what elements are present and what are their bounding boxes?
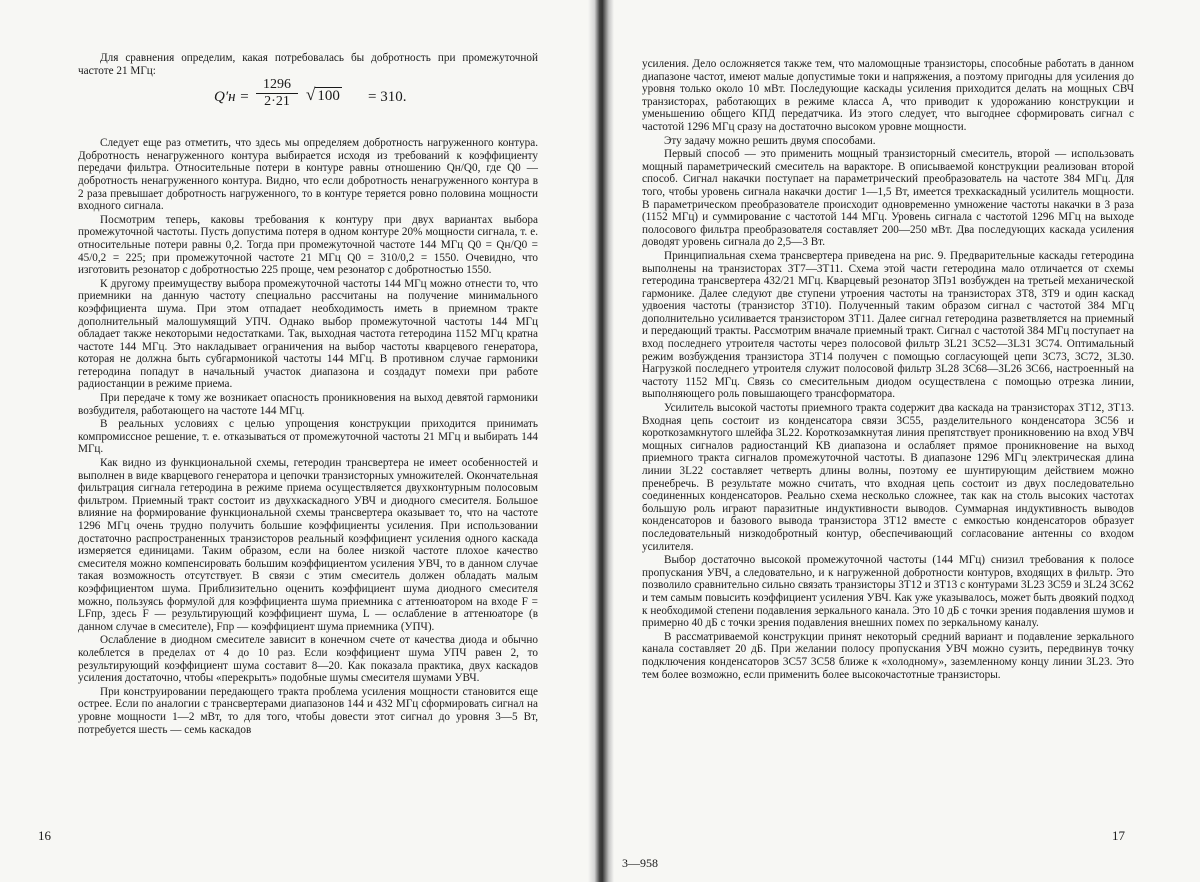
quality-factor-formula xyxy=(78,79,538,131)
printer-signature: 3—958 xyxy=(622,856,658,870)
left-paragraph: Посмотрим теперь, каковы требования к контуру при двух вариантах выбора промежуточной частоты. Пусть допустима потеря в одном контуре 20% мощности сигнала, т. е. относительные потери равны 0,2. Тогда при промежуточной частоте 144 МГц Q0 = Qн/Q0 = 45/0,2 = 225; при промежуточной частоте 21 МГц Q0 = 310/0,2 = 1550. Очевидно, что изготовить резонатор с добротностью 225 проще, чем резонатор с добротностью 1550. xyxy=(78,213,538,277)
right-paragraph: Первый способ — это применить мощный транзисторный смеситель, второй — использовать мощный параметрический смеситель на варакторе. В описываемой конструкции реализован второй способ. Сигнал накачки поступает на параметрический преобразователь на частоте 384 МГц. Для того, чтобы уровень сигнала накачки достиг 1—1,5 Вт, имеется трехкаскадный усилитель мощности. В параметрическом преобразователе происходит одновременно умножение частоты накачки в 3 раза (1152 МГц) и суммирование с частотой 144 МГц. Уровень сигнала с частотой 1296 МГц на выходе полосового фильтра преобразователя составляет 200—250 мВт. Два последующих каскада усиления доводят уровень сигнала до 2,5—3 Вт. xyxy=(642,148,1134,249)
left-intro-paragraph: Для сравнения определим, какая потребовалась бы добротность при промежуточной частоте 21 МГц: xyxy=(78,52,538,77)
formula-result: = 310. xyxy=(368,89,407,106)
left-paragraph: В реальных условиях с целью упрощения конструкции приходится принимать компромиссное решение, т. е. отказываться от промежуточной частоты 21 МГц и выбирать 144 МГц. xyxy=(78,418,538,456)
formula-radical xyxy=(306,85,342,105)
left-page-text xyxy=(78,52,538,736)
left-page-number: 16 xyxy=(38,828,51,843)
formula-denominator: 2·21 xyxy=(264,93,290,109)
right-page-text xyxy=(642,58,1134,681)
square-root-icon: √ xyxy=(306,85,316,105)
left-paragraph: Следует еще раз отметить, что здесь мы определяем добротность нагруженного контура. Добротность ненагруженного контура выбирается исходя из требований к коэффициенту передачи фильтра. Относительные потери в контуре равны отношению Qн/Q0, где Q0 — добротность ненагруженного контура. Видно, что если добротность ненагруженного контура в 2 раза превышает добротность нагруженного, то в контуре теряется ровно половина мощности входного сигнала. xyxy=(78,137,538,213)
right-page-number: 17 xyxy=(1112,828,1125,843)
left-paragraph: При конструировании передающего тракта проблема усиления мощности становится еще острее. Если по аналогии с трансвертерами диапазонов 144 и 432 МГц сформировать сигнал на уровне мощности 1—2 мВт, то для того, чтобы довести этот сигнал до уровня 3—5 Вт, потребуется шесть — семь каскадов xyxy=(78,685,538,736)
right-paragraph: усиления. Дело осложняется также тем, что маломощные транзисторы, способные работать в данном диапазоне частот, имеют малые допустимые токи и напряжения, а поэтому пригодны для усиления до уровня только около 10 мВт. Последующие каскады усиления приходится делать на мощных СВЧ транзисторах, работающих в режиме класса А, что приводит к удорожанию конструкции и уменьшению общего КПД передатчика. Из этого следует, что выгоднее сформировать сигнал с частотой 1296 МГц сразу на достаточно высоком уровне мощности. xyxy=(642,58,1134,133)
left-paragraph: Как видно из функциональной схемы, гетеродин трансвертера не имеет особенностей и выполнен в виде кварцевого генератора и цепочки транзисторных умножителей. Окончательная фильтрация сигнала гетеродина в режиме приема осуществляется двухконтурным полосовым фильтром. Приемный тракт состоит из двухкаскадного УВЧ и диодного смесителя. Большое влияние на формирование функциональной схемы трансвертера оказывает то, что на частоте 1296 МГц очень трудно получить большие коэффициенты усиления. При использовании достаточно распространенных транзисторов реальный коэффициент усиления одного каскада измеряется единицами. Таким образом, если на более низкой частоте плохое качество смесителя можно компенсировать большим коэффициентом усиления УВЧ, то в данном случае такая возможность отсутствует. В связи с этим смеситель должен обладать малым коэффициентом шума. Приблизительно оценить коэффициент шума диодного смесителя можно, пользуясь формулой для коэффициента шума приемника с аттенюатором на входе F = LFпр, здесь F — результирующий коэффициент шума, L — ослабление в аттенюаторе (в данном случае в смесителе), Fпр — коэффициент шума приемника (УПЧ). xyxy=(78,457,538,633)
formula-numerator: 1296 xyxy=(256,79,298,94)
formula-fraction xyxy=(256,79,298,108)
right-paragraph: Принципиальная схема трансвертера приведена на рис. 9. Предварительные каскады гетеродина выполнены на транзисторах 3Т7—3Т11. Схема этой части гетеродина мало отличается от схемы гетеродина трансвертера 432/21 МГц. Кварцевый резонатор 3Пэ1 возбужден на третьей механической гармонике. Далее следуют две ступени утроения частоты на транзисторах 3Т8, 3Т9 и один каскад удвоения частоты (транзистор 3Т10). Полученный таким образом сигнал с частотой 384 МГц дополнительно усиливается транзистором 3Т11. Далее сигнал гетеродина разветвляется на приемный и передающий тракты. Рассмотрим вначале приемный тракт. Сигнал с частотой 384 МГц поступает на вход последнего утроителя частоты через полосовой фильтр 3L21 3С52—3L31 3С74. Оптимальный режим возбуждения транзистора 3Т14 получен с помощью согласующей цепи 3С73, 3С72, 3L30. Нагрузкой последнего утроителя служит полосовой фильтр 3L28 3С68—3L26 3С66, настроенный на частоту 1152 МГц. Связь со смесительным диодом осуществлена с помощью отрезка линии, выполняющего роль повышающего трансформатора. xyxy=(642,249,1134,401)
right-paragraph: Выбор достаточно высокой промежуточной частоты (144 МГц) снизил требования к полосе пропускания УВЧ, а следовательно, и к нагруженной добротности контуров, входящих в фильтр. Это позволило сравнительно сильно связать транзисторы 3Т12 и 3Т13 с контурами 3L23 3С59 и 3L24 3С62 и тем самым повысить коэффициент усиления УВЧ. Как уже указывалось, может быть двоякий подход к необходимой степени подавления зеркального канала. Это 10 дБ с точки зрения подавления шумов и примерно 40 дБ с точки зрения подавления внешних помех по зеркальному каналу. xyxy=(642,554,1134,630)
formula-lhs: Q′н = xyxy=(214,89,250,106)
right-page xyxy=(600,0,1200,882)
right-paragraph: Усилитель высокой частоты приемного тракта содержит два каскада на транзисторах 3Т12, 3Т13. Входная цепь состоит из конденсатора связи 3С55, разделительного конденсатора 3С56 и короткозамкнутого шлейфа 3L22. Короткозамкнутая линия препятствует проникновению на вход УВЧ мощных сигналов радиостанций КВ диапазона и ослабляет прямое проникновение на выход приемного тракта сигналов промежуточной частоты. В диапазоне 1296 МГц электрическая длина линии 3L22 составляет четверть длины волны, поэтому ее шунтирующим действием можно пренебречь. В результате можно считать, что входная цепь состоит из двух последовательно соединенных конденсаторов. Реально схема несколько сложнее, так как на столь высоких частотах большую роль играют паразитные индуктивности выводов. Суммарная индуктивность выводов конденсаторов и базового вывода транзистора 3Т12 вместе с емкостью конденсаторов образует последовательный низкодобротный контур, обеспечивающий согласование антенны со входом усилителя. xyxy=(642,402,1134,553)
right-paragraph: Эту задачу можно решить двумя способами. xyxy=(664,134,876,147)
right-paragraph: В рассматриваемой конструкции принят некоторый средний вариант и подавление зеркального канала составляет 20 дБ. При желании полосу пропускания УВЧ можно сузить, передвинув точку подключения конденсаторов 3С57 3С58 ближе к «холодному», заземленному концу линии 3L23. Это тем более возможно, если применить более высокочастотные транзисторы. xyxy=(642,630,1134,681)
book-spine xyxy=(588,0,614,882)
left-paragraph: При передаче к тому же возникает опасность проникновения на выход девятой гармоники возбудителя, работающего на частоте 144 МГц. xyxy=(78,392,538,417)
left-paragraph: Ослабление в диодном смесителе зависит в конечном счете от качества диода и обычно колеблется в пределах от 4 до 10 раз. Если коэффициент шума УПЧ равен 2, то результирующий коэффициент шума составит 8—20. Как показала практика, двух каскадов усиления достаточно, чтобы «перекрыть» подобные шумы смесителя шумами УВЧ. xyxy=(78,634,538,685)
left-paragraph: К другому преимуществу выбора промежуточной частоты 144 МГц можно отнести то, что приемники на данную частоту специально рассчитаны на получение минимального коэффициента шума. При этом отпадает необходимость иметь в приемном тракте дополнительный малошумящий УПЧ. Однако выбор промежуточной частоты 144 МГц обладает также некоторыми недостатками. Так, выходная частота гетеродина 1152 МГц кратна частоте 144 МГц. Это накладывает ограничения на выбор частоты кварцевого генератора, которая не должна быть субгармоникой частоты 144 МГц. В противном случае гармоники гетеродина попадут в начальный участок диапазона и создадут помехи при работе радиостанции в режиме приема. xyxy=(78,277,538,391)
formula-radicand: 100 xyxy=(317,88,340,105)
